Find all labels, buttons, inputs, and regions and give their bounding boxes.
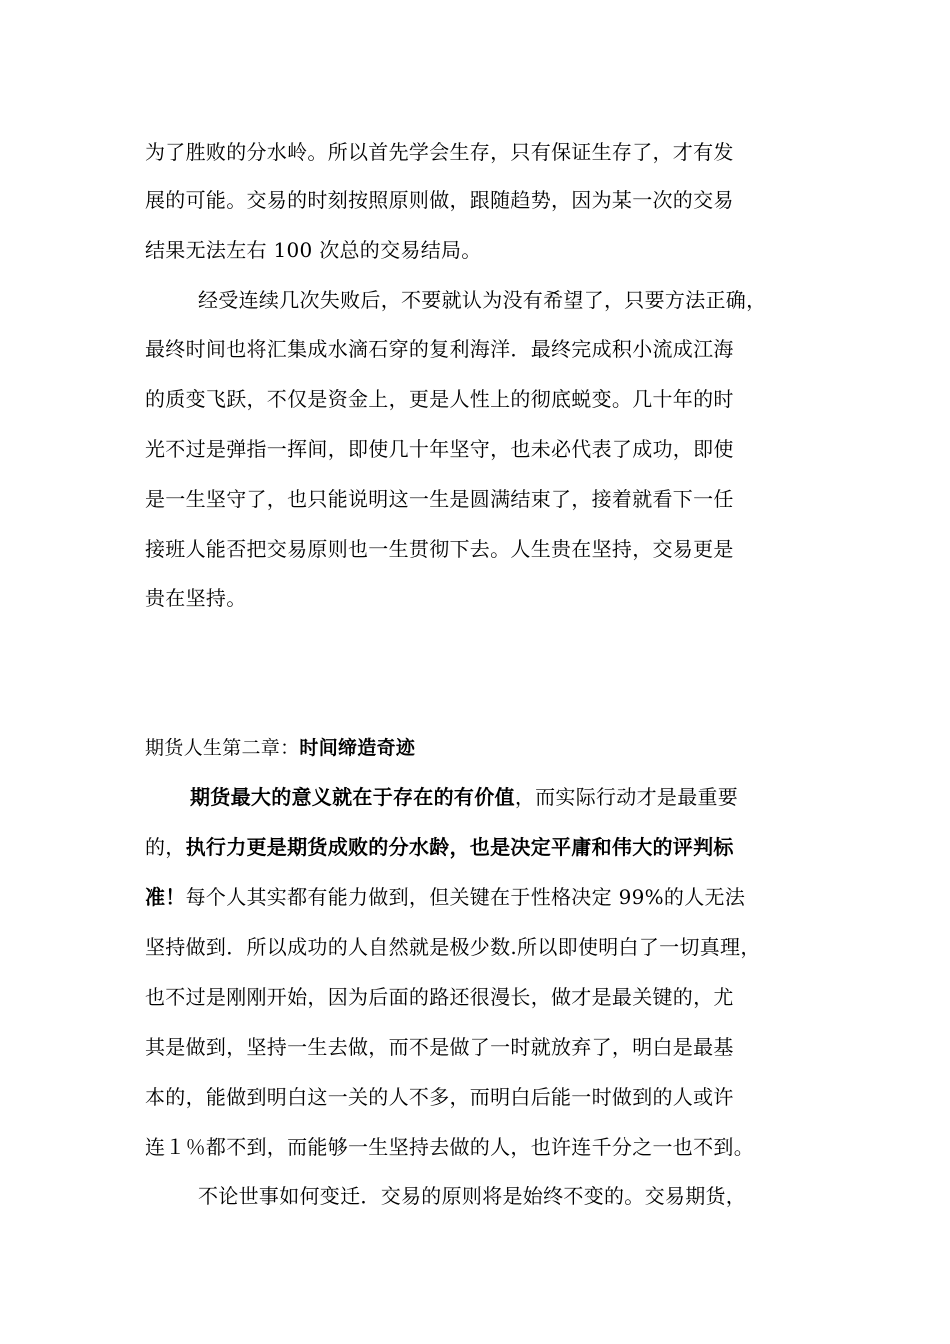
emphasis-text: 执行力更是期货成败的分水龄，也是决定平庸和伟大的评判标 [185,835,734,859]
text-line: 接班人能否把交易原则也一生贯彻下去。人生贵在坚持，交易更是 [145,537,734,561]
text-line: 贵在坚持。 [145,586,247,610]
text-line: 展的可能。交易的时刻按照原则做，跟随趋势，因为某一次的交易 [145,188,734,212]
text-line: 是一生坚守了，也只能说明这一生是圆满结束了，接着就看下一任 [145,487,734,511]
emphasis-text: 期货最大的意义就在于存在的有价值 [190,785,515,809]
text-line: 其是做到，坚持一生去做，而不是做了一时就放弃了，明白是最基 [145,1035,734,1059]
text-line [145,883,745,911]
text-line: 不论世事如何变迁．交易的原则将是始终不变的。交易期货， [198,1184,747,1208]
text-line: 也不过是刚刚开始，因为后面的路还很漫长，做才是最关键的，尤 [145,985,734,1009]
text-line [190,783,738,811]
text-line: 的质变飞跃，不仅是资金上，更是人性上的彻底蜕变。几十年的时 [145,387,734,411]
text-line [145,833,734,861]
text-line: 最终时间也将汇集成水滴石穿的复利海洋．最终完成积小流成江海 [145,337,734,361]
plain-text: ，而实际行动才是最重要 [514,785,739,809]
text-line: 为了胜败的分水岭。所以首先学会生存，只有保证生存了，才有发 [145,140,734,164]
text-line: 结果无法左右 100 次总的交易结局。 [145,238,482,262]
text-line: 连１％都不到，而能够一生坚持去做的人，也许连千分之一也不到。 [145,1135,754,1159]
chapter-heading [145,734,415,762]
text-line: 光不过是弹指一挥间，即使几十年坚守，也未必代表了成功，即使 [145,437,734,461]
plain-text: 每个人其实都有能力做到，但关键在于性格决定 99%的人无法 [185,885,746,909]
text-line: 坚持做到．所以成功的人自然就是极少数.所以即使明白了一切真理， [145,935,761,959]
chapter-title: 时间缔造奇迹 [299,737,416,759]
plain-text: 的， [145,835,186,859]
text-line: 经受连续几次失败后，不要就认为没有希望了，只要方法正确， [198,288,767,312]
emphasis-text: 准！ [145,885,186,909]
chapter-prefix: 期货人生第二章： [145,737,300,759]
text-line: 本的，能做到明白这一关的人不多，而明白后能一时做到的人或许 [145,1085,734,1109]
